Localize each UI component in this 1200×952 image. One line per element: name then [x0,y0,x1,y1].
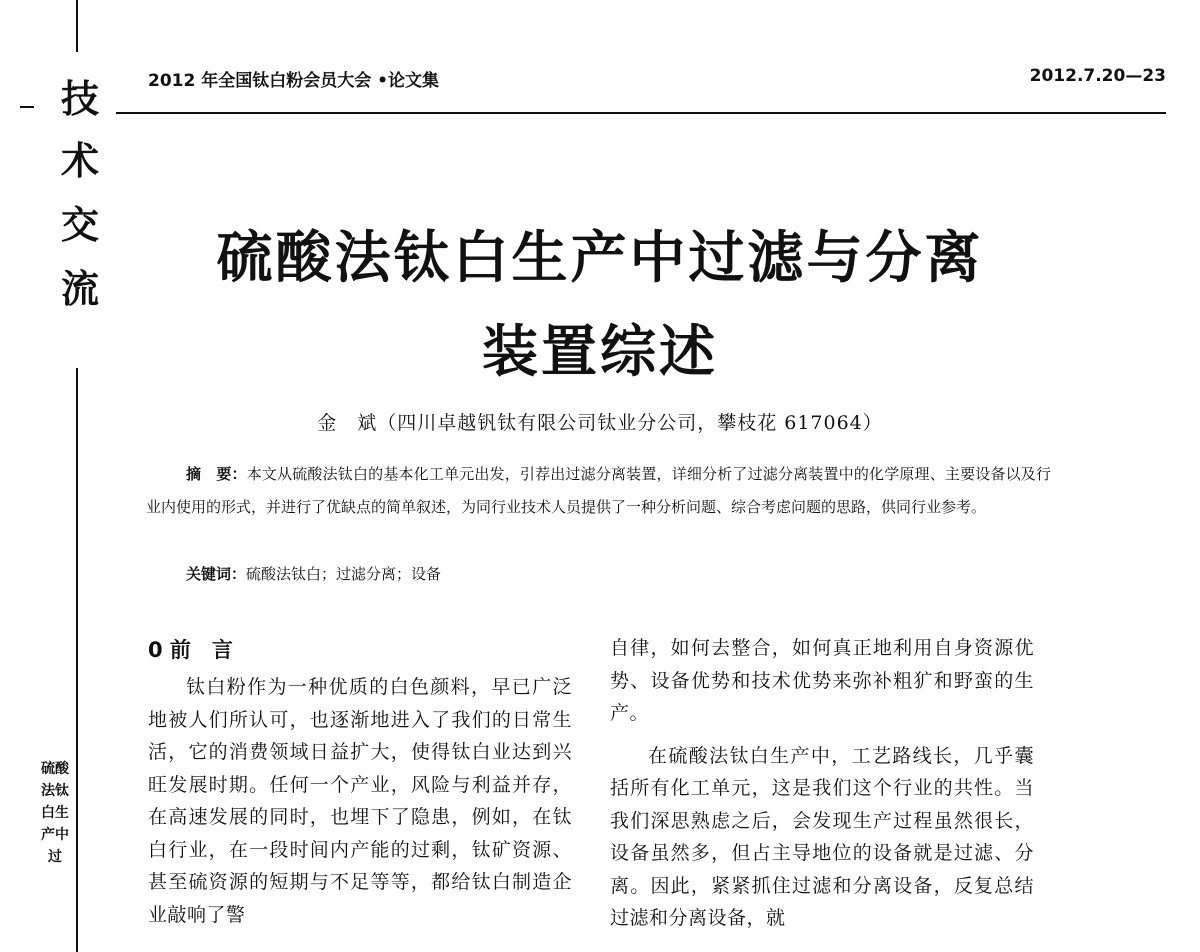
header-rule [116,112,1166,114]
paper-title-line-2: 装置综述 [482,320,718,385]
keywords-label: 关键词： [186,565,247,583]
keywords-text: 硫酸法钛白；过滤分离；设备 [246,565,442,583]
margin-rule-bottom [76,368,78,952]
side-label-char-2: 术 [60,139,99,183]
margin-tick [20,106,34,108]
abstract [146,458,1051,524]
body-column-left [148,671,572,931]
abstract-label: 摘 要： [186,465,247,483]
margin-rule-top [76,0,78,52]
paragraph: 钛白粉作为一种优质的白色颜料，早已广泛地被人们所认可，也逐渐地进入了我们的日常生活，它的消费领域日益扩大，使得钛白业达到兴旺发展时期。任何一个产业，风险与利益并存，在高速发展的同时，也埋下了隐患，例如，在钛白行业，在一段时间内产能的过剩，钛矿资源、甚至硫资源的短期与不足等等，都给钛白制造企业敲响了警 [148,676,572,926]
side-label-char-3: 交 [60,203,99,247]
abstract-text: 本文从硫酸法钛白的基本化工单元出发，引荐出过滤分离装置，详细分析了过滤分离装置中的化学原理、主要设备以及行业内使用的形式，并进行了优缺点的简单叙述，为同行业技术人员提供了一种分析问题、综合考虑问题的思路，供同行业参考。 [146,465,1051,516]
keywords [186,563,441,584]
section-heading: 0 前 言 [148,638,233,662]
conference-name: 2012 年全国钛白粉会员大会 •论文集 [148,71,440,91]
author-affiliation: 金 斌（四川卓越钒钛有限公司钛业分公司，攀枝花 617064） [317,412,883,434]
side-label-char-1: 技 [60,77,99,121]
paragraph: 自律，如何去整合，如何真正地利用自身资源优势、设备优势和技术优势来弥补粗犷和野蛮的生产。 [610,637,1034,724]
paragraph: 在硫酸法钛白生产中，工艺路线长，几乎囊括所有化工单元，这是我们这个行业的共性。当我们深思熟虑之后，会发现生产过程虽然很长，设备虽然多，但占主导地位的设备就是过滤、分离。因此，紧紧抓住过滤和分离设备，反复总结过滤和分离设备，就 [610,744,1034,929]
side-label-char-4: 流 [60,267,99,311]
running-title: 硫酸法钛白生产中过 [41,761,69,865]
paper-title-line-1: 硫酸法钛白生产中过滤与分离 [216,226,984,291]
conference-date: 2012.7.20—23 [1029,66,1166,86]
body-column-right [610,632,1034,935]
